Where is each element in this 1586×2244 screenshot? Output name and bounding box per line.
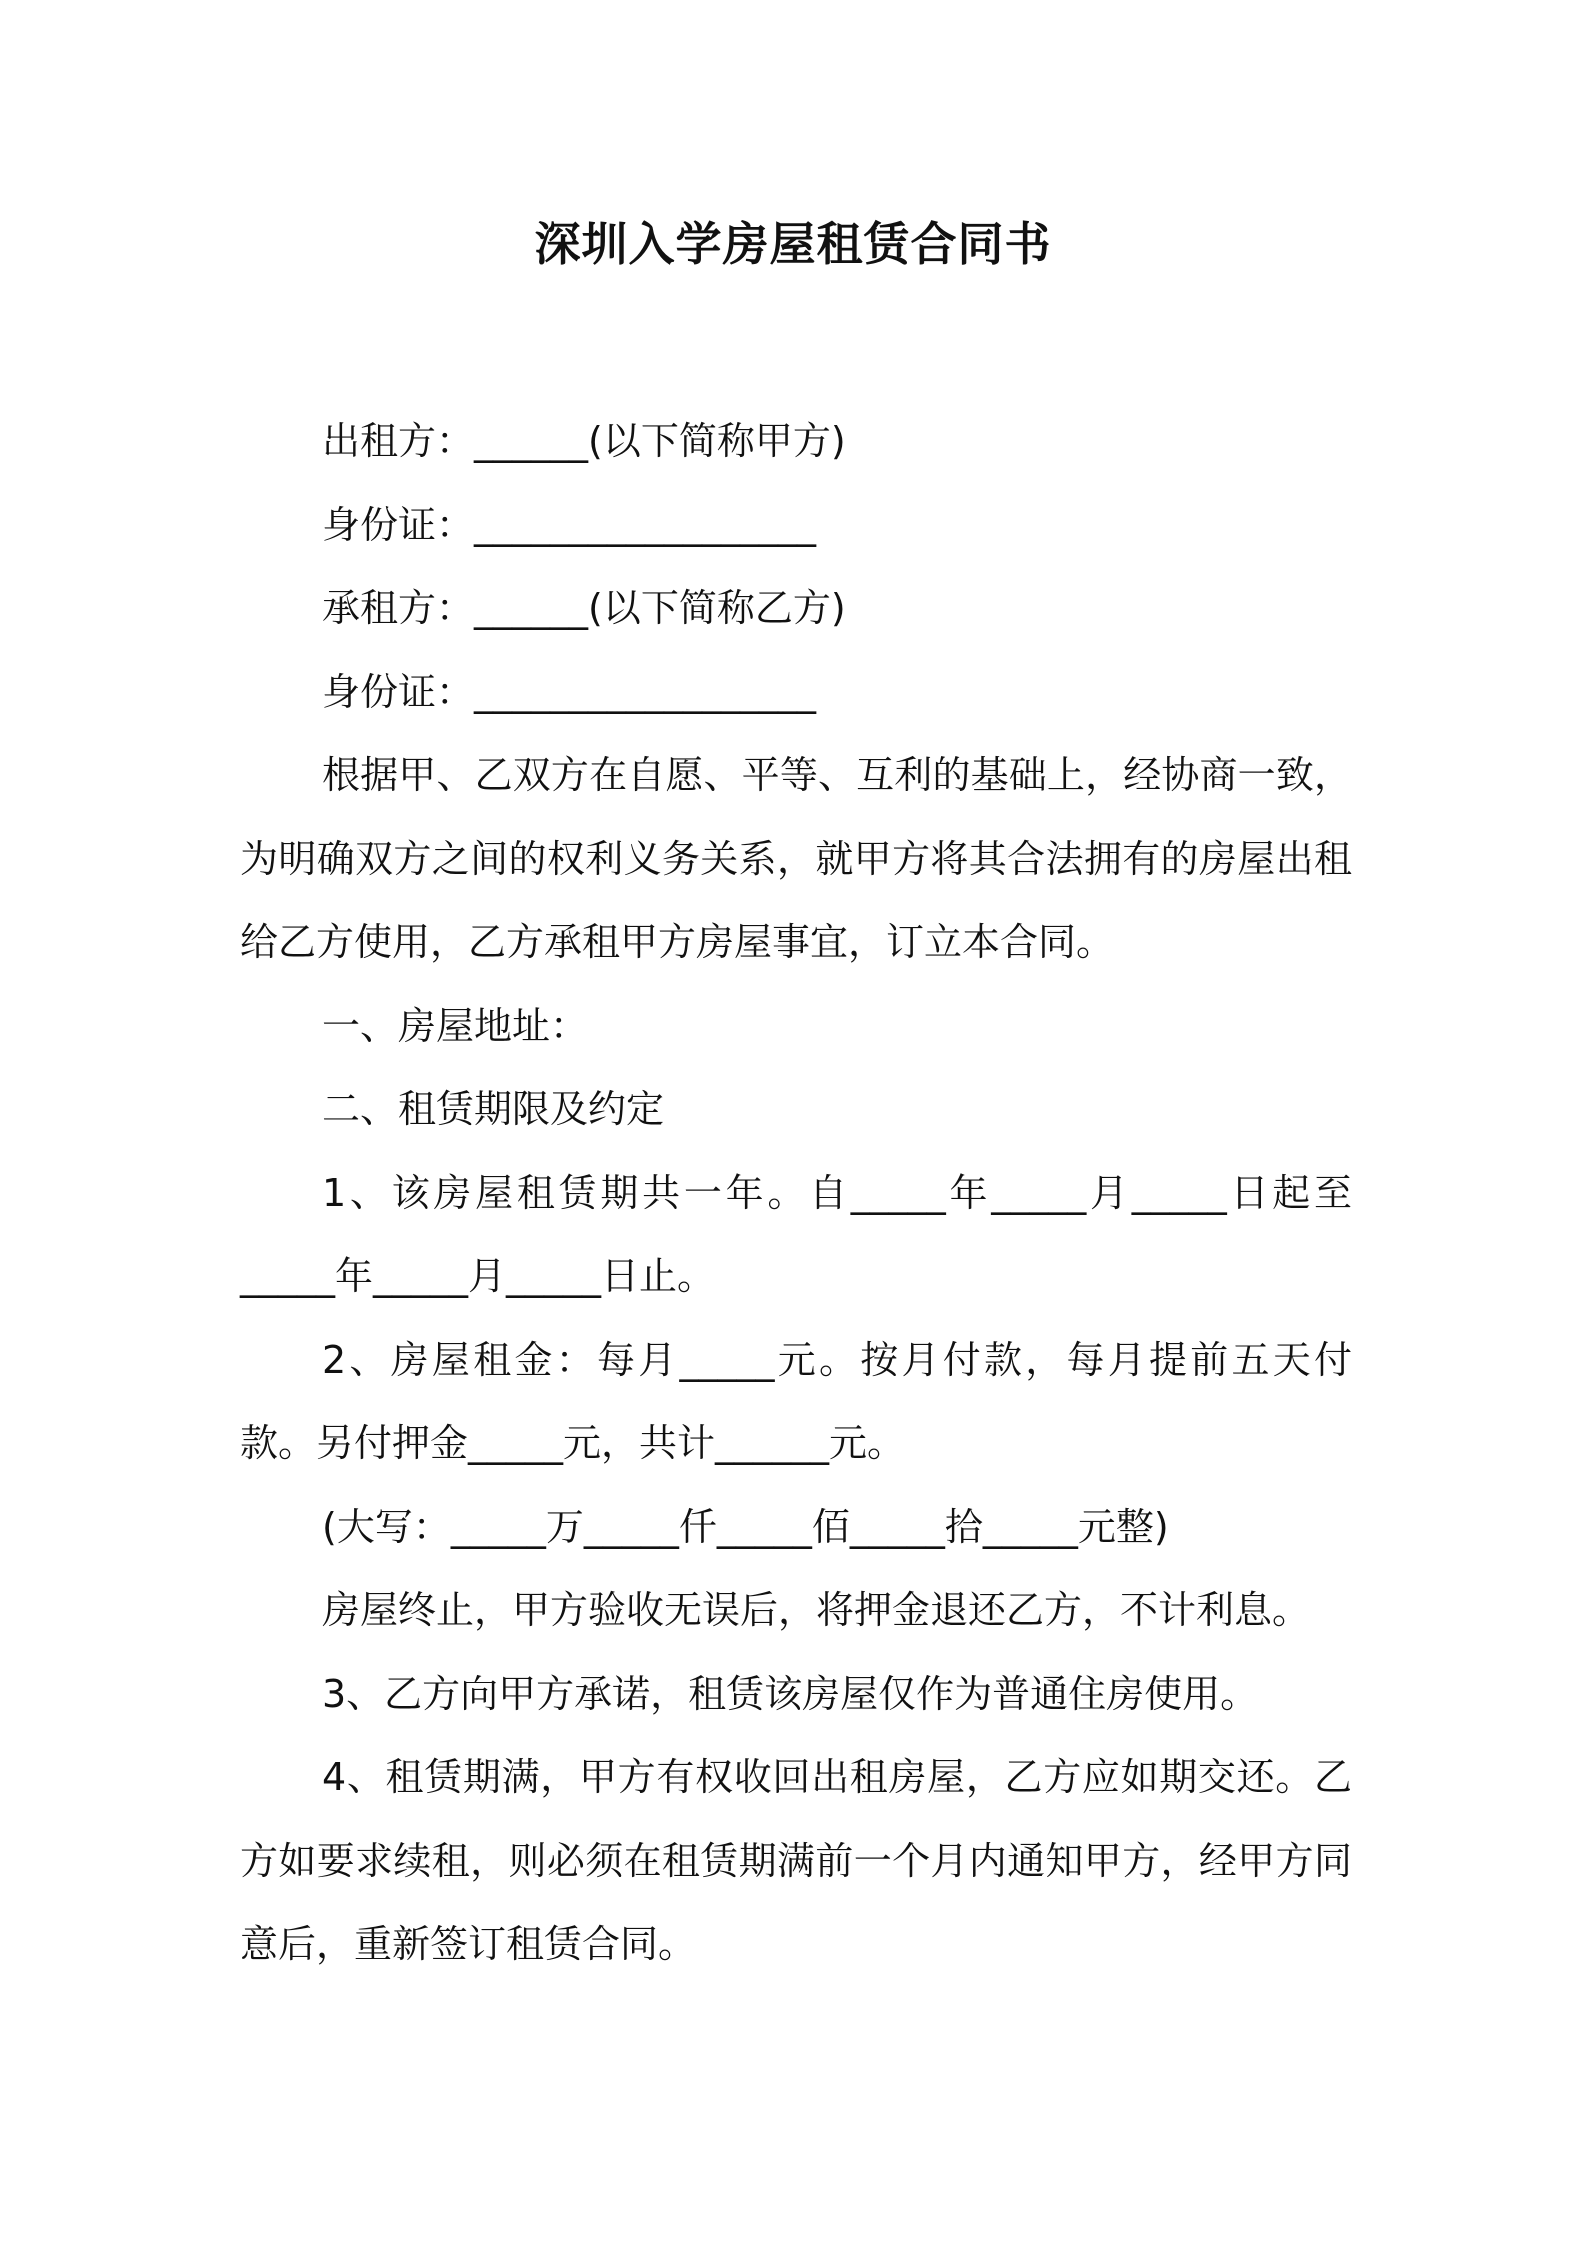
document-body — [240, 400, 1352, 1987]
clause-1-term: 1、该房屋租赁期共一年。自_____年_____月_____日起至_____年_____月_____日止。 — [240, 1170, 1352, 1298]
clause-2-rent: 2、房屋租金：每月_____元。按月付款，每月提前五天付款。另付押金_____元，共计______元。 — [240, 1337, 1352, 1465]
clause-2-deposit-return: 房屋终止，甲方验收无误后，将押金退还乙方，不计利息。 — [322, 1588, 1311, 1632]
section-heading-address: 一、房屋地址： — [322, 1003, 589, 1048]
lessor-line: 出租方：______(以下简称甲方) — [322, 419, 846, 463]
lessee-line: 承租方：______(以下简称乙方) — [322, 586, 846, 630]
clause-4-expiry: 4、租赁期满，甲方有权收回出租房屋，乙方应如期交还。乙方如要求续租，则必须在租赁期满前一个月内通知甲方，经甲方同意后，重新签订租赁合同。 — [240, 1755, 1352, 1966]
clause-2-capital-amount: (大写：_____万_____仟_____佰_____拾_____元整) — [322, 1504, 1169, 1549]
document-title: 深圳入学房屋租赁合同书 — [534, 217, 1052, 271]
preamble-paragraph: 根据甲、乙双方在自愿、平等、互利的基础上，经协商一致，为明确双方之间的权利义务关系，就甲方将其合法拥有的房屋出租给乙方使用，乙方承租甲方房屋事宜，订立本合同。 — [240, 753, 1352, 964]
clause-3-usage: 3、乙方向甲方承诺，租赁该房屋仅作为普通住房使用。 — [322, 1671, 1259, 1716]
section-heading-term: 二、租赁期限及约定 — [322, 1087, 665, 1131]
lessor-id-line: 身份证：__________________ — [322, 502, 817, 547]
lessee-id-line: 身份证：__________________ — [322, 669, 817, 714]
